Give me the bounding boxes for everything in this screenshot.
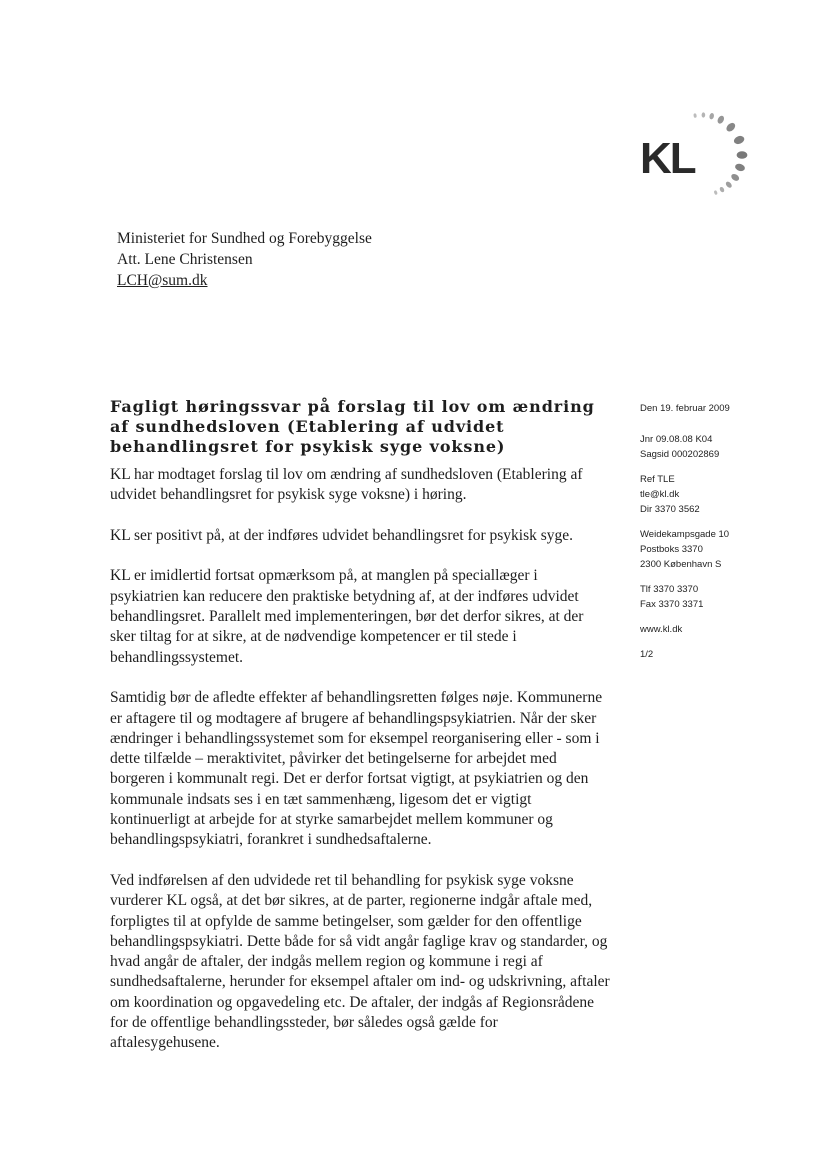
letter-date: Den 19. februar 2009 <box>640 403 730 414</box>
reference: Ref TLE <box>640 474 675 485</box>
logo-dot <box>737 151 748 159</box>
body-paragraph-3: KL er imidlertid fortsat opmærksom på, at manglen på speciallæger i psykiatrien kan reducere den praktiske betydning af, at der indføres udvidet behandlingsret. Parallelt med implementeringen, bør det derfor sikres, at der sker tiltag for at sikre, at de nødvendige kompetencer er til stede i behandlingssystemet. <box>110 567 584 666</box>
direct-phone: Dir 3370 3562 <box>640 504 700 515</box>
website-link[interactable]: www.kl.dk <box>640 624 683 635</box>
fax-number: Fax 3370 3371 <box>640 599 704 610</box>
recipient-address <box>117 228 372 291</box>
body-paragraph-1: KL har modtaget forslag til lov om ændring af sundhedsloven (Etablering af udvidet behandlingsret for psykisk syge voksne) i høring. <box>110 466 583 504</box>
body-paragraph-4: Samtidig bør de afledte effekter af behandlingsretten følges nøje. Kommunerne er aftagere til og modtagere af brugere af behandlingspsykiatrien. Når der sker ændringer i behandlingssystemet som for eksempel reorganisering eller - som i dette tilfælde – meraktivitet, påvirker det betingelserne for arbejdet med borgeren i kommunalt regi. Det er derfor fortsat vigtigt, at psykiatrien og den kommunale indsats ses i en tæt sammenhæng, ligesom det er vigtigt kontinuerligt at arbejde for at styrke samarbejdet mellem kommuner og behandlingspsykiatri, forankret i sundhedsaftalerne. <box>110 689 603 849</box>
logo-dot <box>730 173 740 183</box>
logo-dot <box>719 186 725 193</box>
journal-number: Jnr 09.08.08 K04 <box>640 434 713 445</box>
sender-email-link[interactable]: tle@kl.dk <box>640 489 680 500</box>
kl-logo <box>630 100 750 195</box>
letter-body <box>110 465 610 1074</box>
logo-dot <box>725 121 737 133</box>
logo-dot <box>693 113 697 118</box>
body-paragraph-2: KL ser positivt på, at der indføres udvidet behandlingsret for psykisk syge. <box>110 526 574 544</box>
logo-dot <box>714 190 718 195</box>
logo-dot <box>709 113 715 120</box>
logo-dot <box>733 134 746 145</box>
street-address: Weidekampsgade 10 <box>640 529 730 540</box>
page-number: 1/2 <box>640 649 654 660</box>
postbox: Postboks 3370 <box>640 544 703 555</box>
recipient-organization: Ministeriet for Sundhed og Forebyggelse <box>117 230 372 247</box>
logo-dot <box>734 163 746 173</box>
logo-text: KL <box>640 134 695 183</box>
postal-city: 2300 København S <box>640 559 722 570</box>
document-title: Fagligt høringssvar på forslag til lov om ændring af sundhedsloven (Etablering af udvidet behandlingsret for psykisk syge voksne) <box>110 397 595 456</box>
recipient-email-link[interactable]: LCH@sum.dk <box>117 272 208 289</box>
logo-dot <box>702 112 706 117</box>
recipient-attention: Att. Lene Christensen <box>117 251 253 268</box>
case-id: Sagsid 000202869 <box>640 449 720 460</box>
logo-dot <box>725 180 733 188</box>
body-paragraph-5: Ved indførelsen af den udvidede ret til behandling for psykisk syge voksne vurderer KL også, at det bør sikres, at de parter, regionerne indgår aftale med, forpligtes til at opfylde de samme betingelser, som gælder for den offentlige behandlingspsykiatri. Dette både for så vidt angår faglige krav og standarder, og hvad angår de aftaler, der indgås mellem region og kommune i regi af sundhedsaftalerne, herunder for eksempel aftaler om ind- og udskrivning, aftaler om koordination og opgavedeling etc. De aftaler, der indgås af Regionsrådene for de offentlige behandlingssteder, bør således også gælde for aftalesygehusene. <box>110 871 610 1052</box>
sender-sidebar <box>640 401 780 672</box>
phone-number: Tlf 3370 3370 <box>640 584 699 595</box>
logo-dot <box>716 115 725 125</box>
